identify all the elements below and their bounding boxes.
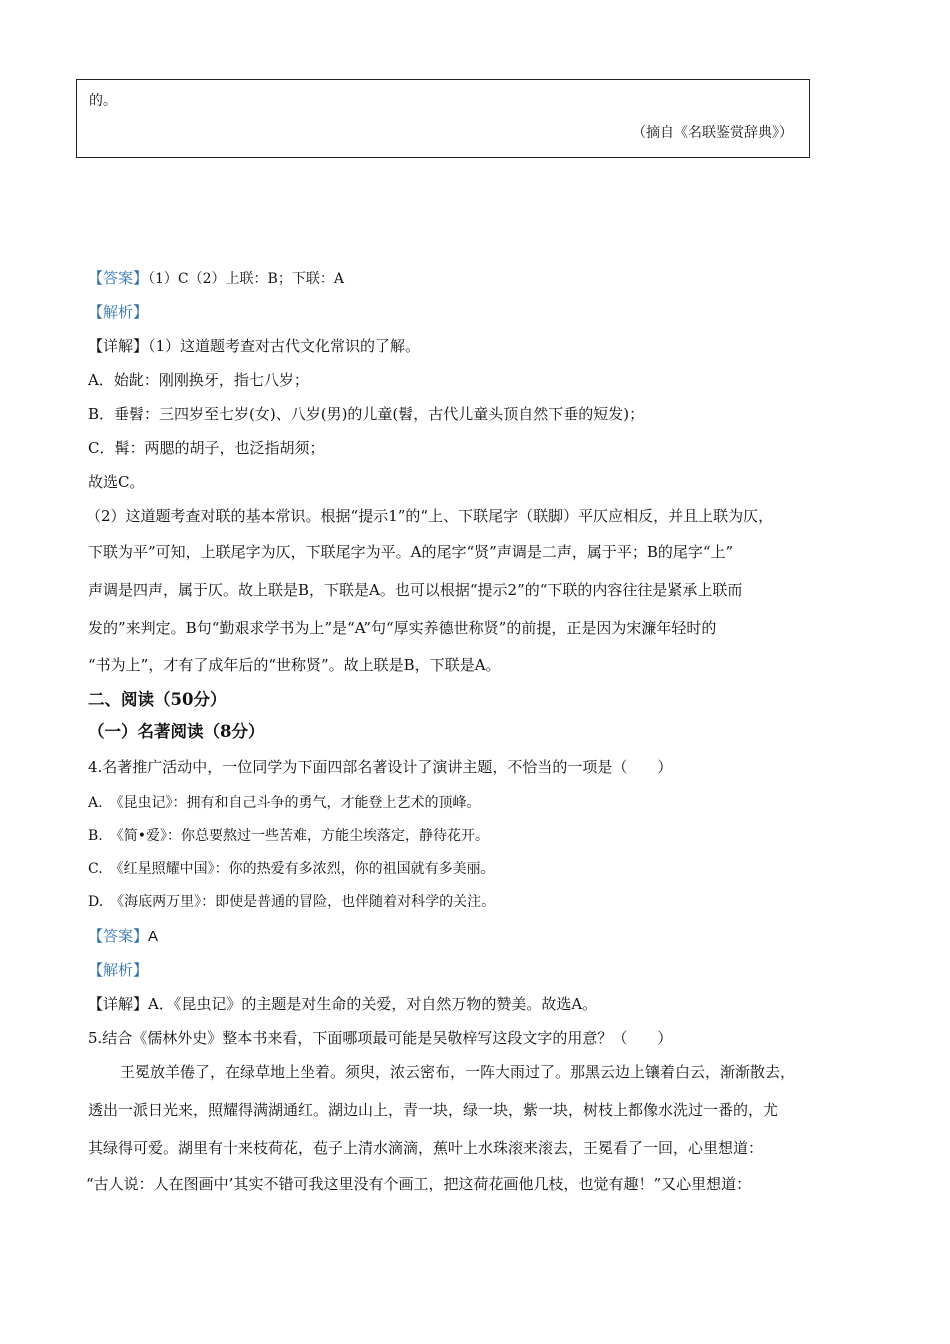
quote-box [76,79,810,158]
question-4-answer [88,926,880,947]
analysis-tag: 【解析】 [88,303,149,321]
answer-tag: 【答案】 [88,269,149,287]
passage-line-0: 王冕放羊倦了，在绿草地上坐着。须臾，浓云密布，一阵大雨过了。那黑云边上镶着白云，渐渐散去， [120,1063,796,1081]
detail-1-line-1: A．始龀：刚刚换牙，指七八岁； [88,371,309,389]
question-4-stem: 4.名著推广活动中，一位同学为下面四部名著设计了演讲主题，不恰当的一项是（ ） [88,758,673,776]
detail-1-line-2: B．垂髫：三四岁至七岁(女)、八岁(男)的儿童(髫，古代儿童头顶自然下垂的短发)； [88,405,645,423]
question-4-analysis-tag: 【解析】 [88,961,149,979]
passage-line-1: 透出一派日光来，照耀得满湖通红。湖边山上，青一块，绿一块，紫一块，树枝上都像水洗过一番的，尤 [88,1101,779,1119]
detail-1-line-8: 发的”来判定。B句“勤艰求学书为上”是“A”句“厚实养德世称贤”的前提，正是因为宋濂年轻时的 [88,619,717,637]
detail-text: （1）这道题考查对古代文化常识的了解。 [148,337,421,355]
question-4-detail [88,994,880,1014]
answer-1 [88,268,880,289]
detail-1-line-6: 下联为平”可知，上联尾字为仄，下联尾字为平。A的尾字“贤”声调是二声，属于平；B的尾字“上” [88,543,734,561]
passage-line-3: “古人说：人在图画中’其实不错可我这里没有个画工，把这荷花画他几枝，也觉有趣！”又心里想道： [86,1175,752,1193]
quote-source: （摘自《名联鉴赏辞典》） [632,125,793,141]
detail-1-line-4: 故选C。 [88,473,145,491]
passage-line-2: 其绿得可爱。湖里有十来枝荷花，苞子上清水滴滴，蕉叶上水珠滚来滚去，王冕看了一回，心里想道： [88,1139,764,1157]
quote-line: 的。 [89,93,117,109]
subsection-title: （一）名著阅读（8分） [88,722,265,741]
answer-value: A [148,928,159,945]
question-4-option-b: B. 《简•爱》：你总要熬过一些苦难，方能尘埃落定，静待花开。 [88,828,489,844]
section-title: 二、阅读（50分） [88,690,227,709]
detail-1-line-0 [88,336,880,356]
detail-1-line-3: C．髯：两腮的胡子，也泛指胡须； [88,439,325,457]
detail-1-line-9: “书为上”，才有了成年后的“世称贤”。故上联是B，下联是A。 [88,656,501,674]
answer-tag: 【答案】 [88,927,149,945]
answer-text: （1）C（2）上联：B；下联：A [148,271,344,287]
question-4-option-c: C. 《红星照耀中国》：你的热爱有多浓烈，你的祖国就有多美丽。 [88,861,495,877]
question-5-stem: 5.结合《儒林外史》整本书来看，下面哪项最可能是吴敬梓写这段文字的用意？（ ） [88,1029,673,1047]
detail-text: A．《昆虫记》的主题是对生命的关爱，对自然万物的赞美。故选A。 [148,995,598,1013]
detail-tag: 【详解】 [88,337,149,355]
question-4-option-d: D. 《海底两万里》：即使是普通的冒险，也伴随着对科学的关注。 [88,894,496,910]
question-4-option-a: A. 《昆虫记》：拥有和自己斗争的勇气，才能登上艺术的顶峰。 [88,795,481,811]
detail-tag: 【详解】 [88,995,149,1013]
detail-1-line-5: （2）这道题考查对联的基本常识。根据“提示1”的“上、下联尾字（联脚）平仄应相反，并且上联为仄， [86,507,774,525]
detail-1-line-7: 声调是四声，属于仄。故上联是B，下联是A。也可以根据“提示2”的“下联的内容往往是紧承上联而 [88,581,743,599]
